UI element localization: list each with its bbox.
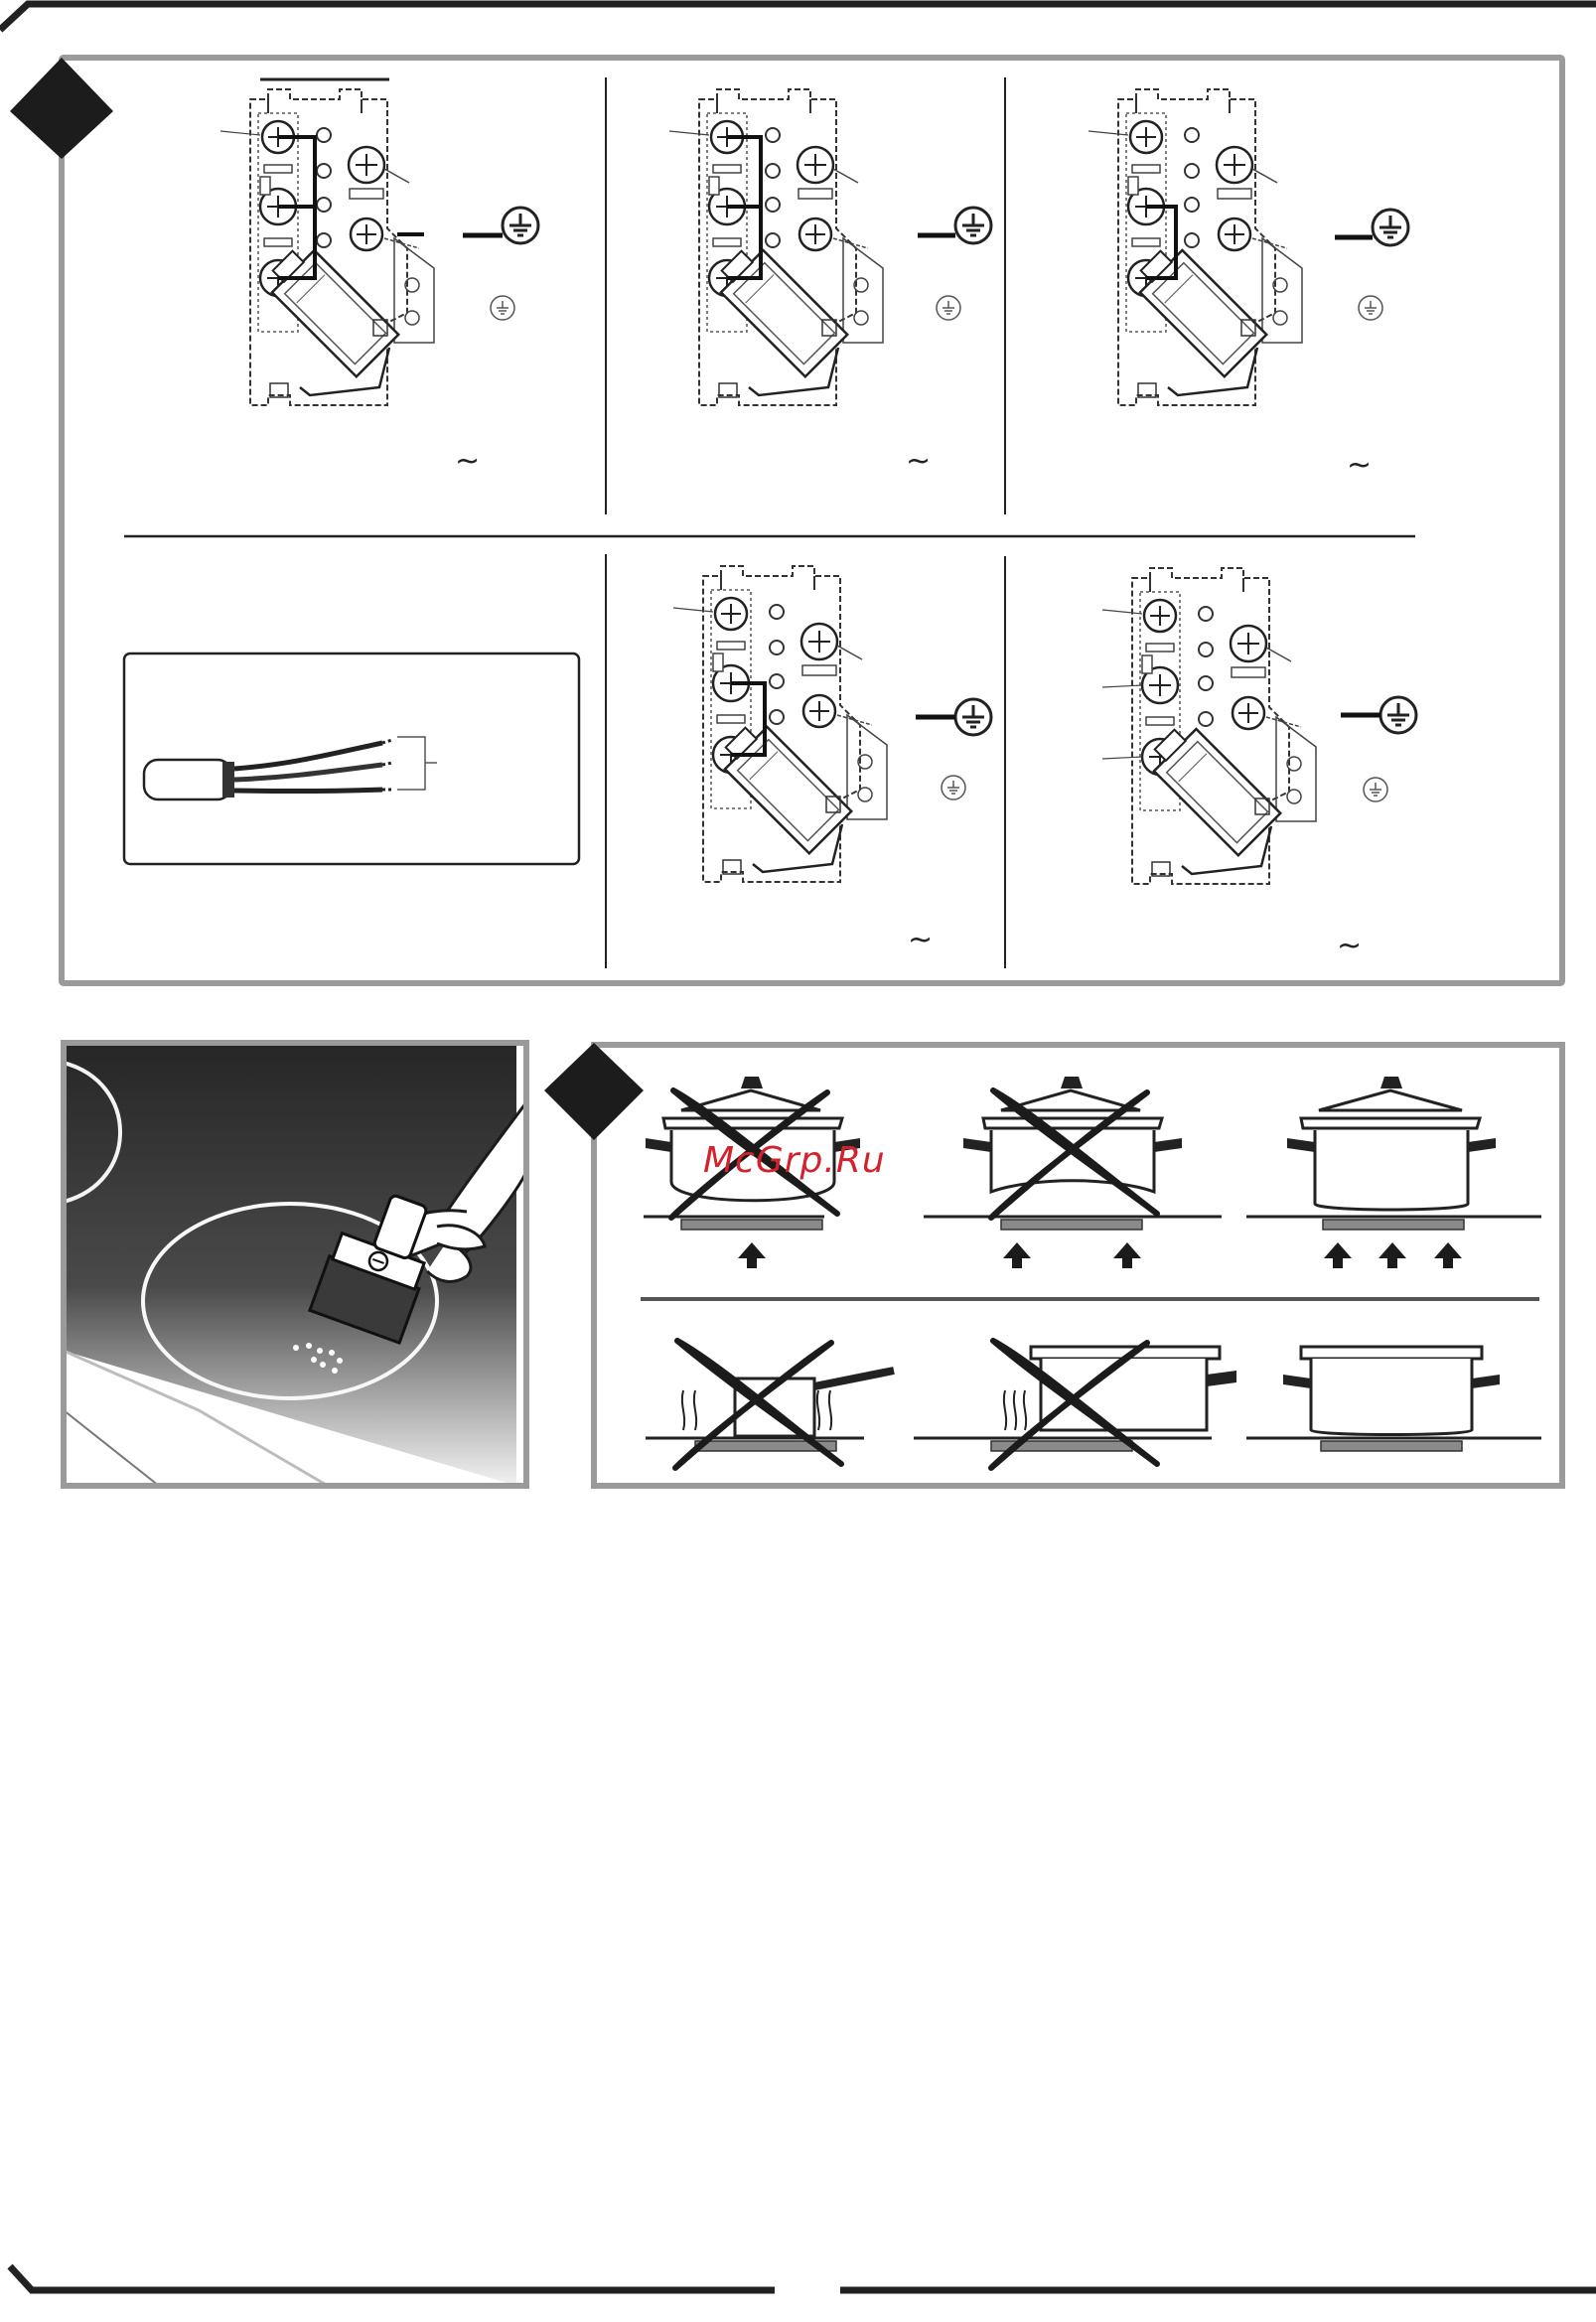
earth-ground-icon [942, 776, 965, 799]
pan-correct-size [1246, 1347, 1541, 1451]
pan-flat-bottom-correct [1246, 1077, 1541, 1268]
earth-ground-icon [491, 296, 514, 320]
pan-concave-bottom [924, 1077, 1222, 1268]
ac-symbol: ~ [1347, 448, 1373, 483]
terminal-block-diagram-2 [669, 89, 883, 405]
earth-ground-icon [1364, 778, 1387, 801]
pan-usage-section [544, 1043, 1562, 1486]
ac-symbol: ~ [906, 444, 932, 479]
earth-ground-icon [1380, 697, 1416, 733]
black-diamond-icon [10, 58, 113, 159]
up-arrow-icon [738, 1242, 766, 1268]
earth-ground-icon [955, 699, 991, 735]
terminal-block-diagram-3 [1088, 89, 1302, 405]
pan-offset-too-large [914, 1341, 1236, 1468]
up-arrow-icon [1434, 1242, 1462, 1268]
earth-ground-icon [503, 208, 538, 243]
earth-ground-icon [1359, 296, 1382, 320]
terminal-block-diagram-4 [673, 566, 887, 882]
header-bar [0, 4, 1596, 30]
earth-ground-icon [1373, 210, 1408, 245]
cable-illustration-box [124, 653, 579, 864]
footer-bars [10, 2266, 1596, 2290]
pan-too-small [646, 1341, 894, 1468]
watermark-text: McGrp.Ru [703, 1140, 886, 1181]
terminal-block-diagram-1 [220, 79, 434, 405]
black-diamond-icon [544, 1043, 644, 1140]
earth-ground-icon [937, 296, 960, 320]
up-arrow-icon [1378, 1242, 1406, 1268]
ac-symbol: ~ [1337, 929, 1363, 963]
ac-symbol: ~ [908, 923, 934, 957]
earth-ground-icon [955, 208, 991, 243]
ac-symbol: ~ [455, 444, 481, 479]
up-arrow-icon [1113, 1242, 1141, 1268]
up-arrow-icon [1324, 1242, 1352, 1268]
up-arrow-icon [1003, 1242, 1031, 1268]
hob-cleaning-illustration [64, 1043, 526, 1486]
terminal-block-diagram-5 [1102, 568, 1316, 884]
